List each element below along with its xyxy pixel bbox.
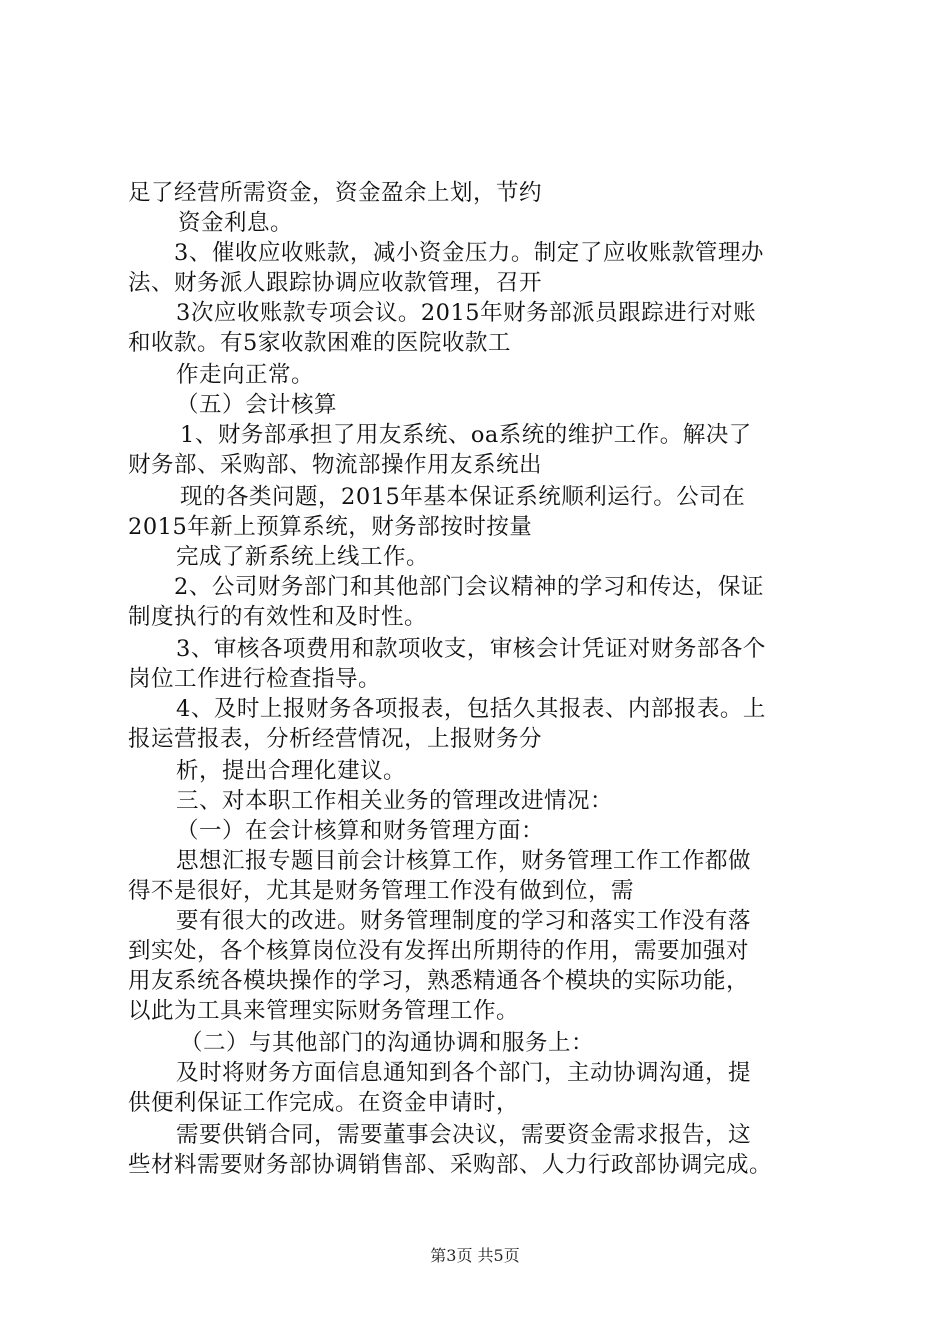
text-line: 3次应收账款专项会议。2015年财务部派员跟踪进行对账 [176, 300, 757, 326]
text-line: 作走向正常。 [176, 362, 315, 388]
text-line: 到实处，各个核算岗位没有发挥出所期待的作用，需要加强对 [128, 938, 750, 964]
text-line: 足了经营所需资金，资金盈余上划，节约 [128, 180, 543, 206]
section-heading: （一）在会计核算和财务管理方面： [176, 818, 545, 844]
text-line: 需要供销合同，需要董事会决议，需要资金需求报告，这 [176, 1122, 752, 1148]
text-line: 岗位工作进行检查指导。 [128, 666, 382, 692]
text-line: 和收款。有5家收款困难的医院收款工 [128, 330, 511, 356]
text-line: 4、及时上报财务各项报表，包括久其报表、内部报表。上 [176, 696, 766, 722]
page-footer: 第3页 共5页 [430, 1246, 520, 1265]
text-line: 3、催收应收账款，减小资金压力。制定了应收账款管理办 [174, 240, 764, 266]
text-line: 供便利保证工作完成。在资金申请时， [128, 1090, 520, 1116]
text-line: 要有很大的改进。财务管理制度的学习和落实工作没有落 [176, 908, 752, 934]
section-heading: （五）会计核算 [176, 392, 338, 418]
text-line: 资金利息。 [178, 210, 294, 236]
text-line: 制度执行的有效性和及时性。 [128, 604, 428, 630]
text-line: 用友系统各模块操作的学习，熟悉精通各个模块的实际功能， [128, 968, 750, 994]
section-heading: 三、对本职工作相关业务的管理改进情况： [176, 788, 614, 814]
text-line: 析，提出合理化建议。 [176, 758, 407, 784]
text-line: 得不是很好，尤其是财务管理工作没有做到位，需 [128, 878, 635, 904]
text-line: 法、财务派人跟踪协调应收款管理，召开 [128, 270, 543, 296]
text-line: 2、公司财务部门和其他部门会议精神的学习和传达，保证 [174, 574, 764, 600]
text-line: 报运营报表，分析经营情况，上报财务分 [128, 726, 543, 752]
text-line: 3、审核各项费用和款项收支，审核会计凭证对财务部各个 [176, 636, 766, 662]
text-line: 财务部、采购部、物流部操作用友系统出 [128, 452, 543, 478]
text-line: 及时将财务方面信息通知到各个部门，主动协调沟通，提 [176, 1060, 752, 1086]
text-line: 1、财务部承担了用友系统、oa系统的维护工作。解决了 [180, 422, 752, 448]
text-line: 完成了新系统上线工作。 [176, 544, 430, 570]
text-line: 思想汇报专题目前会计核算工作，财务管理工作工作都做 [176, 848, 752, 874]
section-heading: （二）与其他部门的沟通协调和服务上： [180, 1030, 595, 1056]
text-line: 些材料需要财务部协调销售部、采购部、人力行政部协调完成。 [128, 1152, 773, 1178]
text-line: 2015年新上预算系统，财务部按时按量 [128, 514, 533, 540]
text-line: 现的各类问题，2015年基本保证系统顺利运行。公司在 [180, 484, 746, 510]
text-line: 以此为工具来管理实际财务管理工作。 [128, 998, 520, 1024]
